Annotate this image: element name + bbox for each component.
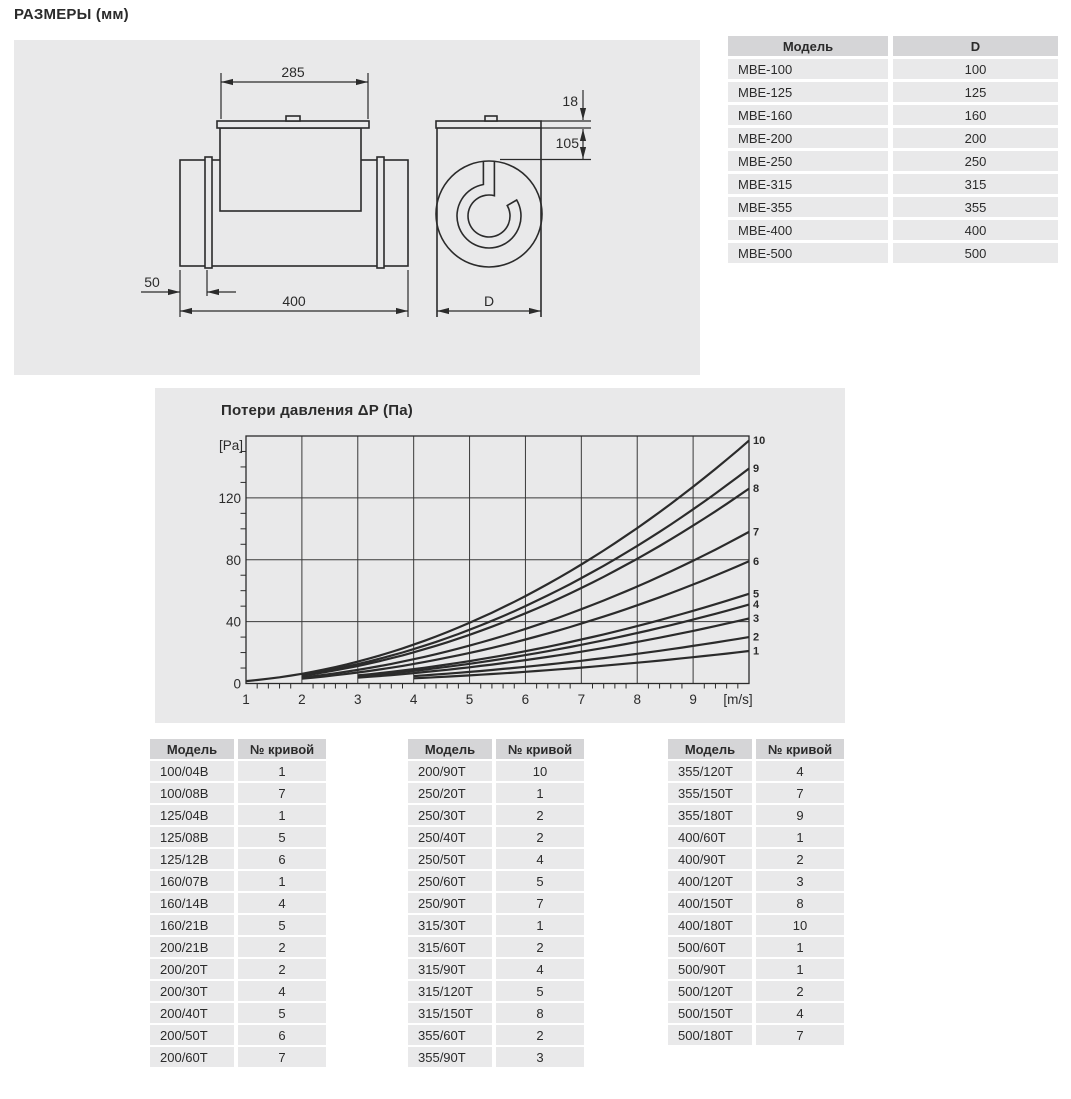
model-cell: 500/150Т — [668, 1003, 752, 1023]
table-row — [408, 849, 584, 869]
value-cell: 2 — [238, 959, 326, 979]
table-row — [408, 981, 584, 1001]
table-row — [408, 805, 584, 825]
front-view — [436, 116, 542, 317]
table-row — [728, 243, 1058, 263]
value-cell: 1 — [238, 805, 326, 825]
column-header: Модель — [150, 739, 234, 759]
value-cell: 4 — [238, 893, 326, 913]
model-cell: 160/21В — [150, 915, 234, 935]
column-header: Модель — [408, 739, 492, 759]
pressure-loss-chart — [155, 388, 845, 723]
model-cell: МВЕ-355 — [728, 197, 888, 217]
x-tick-label: 9 — [689, 692, 697, 707]
table-row — [668, 937, 844, 957]
model-cell: 250/50Т — [408, 849, 492, 869]
model-cell: 315/90Т — [408, 959, 492, 979]
value-cell: 3 — [496, 1047, 584, 1067]
table-row — [668, 849, 844, 869]
dimensions-drawing-panel — [14, 40, 700, 375]
value-cell: 7 — [238, 1047, 326, 1067]
model-cell: МВЕ-250 — [728, 151, 888, 171]
model-cell: 200/60Т — [150, 1047, 234, 1067]
x-tick-label: 2 — [298, 692, 306, 707]
pressure-chart-panel — [155, 388, 845, 723]
table-row — [150, 849, 326, 869]
table-header-row — [150, 739, 326, 759]
model-cell: 250/40Т — [408, 827, 492, 847]
column-header: D — [893, 36, 1058, 56]
curve-table-1 — [146, 737, 330, 1069]
model-cell: 250/90Т — [408, 893, 492, 913]
value-cell: 355 — [893, 197, 1058, 217]
x-tick-label: 1 — [242, 692, 250, 707]
table-row — [668, 959, 844, 979]
value-cell: 5 — [496, 871, 584, 891]
side-view — [180, 116, 408, 268]
value-cell: 7 — [756, 1025, 844, 1045]
model-cell: 400/60Т — [668, 827, 752, 847]
model-cell: 125/12В — [150, 849, 234, 869]
x-axis-unit: [m/s] — [723, 692, 753, 707]
table-row — [668, 893, 844, 913]
value-cell: 160 — [893, 105, 1058, 125]
duct-opening — [436, 161, 542, 267]
curve-label-6: 6 — [753, 555, 760, 568]
curve-10 — [246, 441, 749, 681]
value-cell: 1 — [238, 761, 326, 781]
table-row — [150, 827, 326, 847]
value-cell: 2 — [496, 805, 584, 825]
table-row — [668, 871, 844, 891]
value-cell: 5 — [238, 1003, 326, 1023]
front-lid — [436, 121, 541, 128]
y-tick-label: 120 — [218, 490, 241, 506]
model-cell: 160/07В — [150, 871, 234, 891]
dim-label-18: 18 — [562, 93, 578, 109]
x-tick-label: 8 — [633, 692, 641, 707]
x-tick-label: 4 — [409, 692, 418, 707]
model-diameter-table — [723, 33, 1063, 266]
table-row — [408, 959, 584, 979]
table-header-row — [408, 739, 584, 759]
value-cell: 4 — [496, 849, 584, 869]
dim-label-400: 400 — [282, 293, 306, 309]
page-title: РАЗМЕРЫ (мм) — [14, 6, 129, 23]
value-cell: 1 — [756, 827, 844, 847]
model-cell: 355/60Т — [408, 1025, 492, 1045]
curve-table-3 — [664, 737, 848, 1047]
heating-element — [457, 162, 521, 249]
curve-label-4: 4 — [753, 599, 760, 612]
model-cell: МВЕ-160 — [728, 105, 888, 125]
table-row — [668, 915, 844, 935]
model-cell: 100/04В — [150, 761, 234, 781]
column-header: № кривой — [756, 739, 844, 759]
value-cell: 400 — [893, 220, 1058, 240]
right-flange — [377, 157, 384, 268]
x-tick-label: 6 — [521, 692, 530, 707]
table-row — [668, 805, 844, 825]
value-cell: 6 — [238, 1025, 326, 1045]
model-cell: 250/20Т — [408, 783, 492, 803]
table-row — [728, 151, 1058, 171]
model-cell: 100/08В — [150, 783, 234, 803]
table-row — [408, 783, 584, 803]
model-cell: 355/90Т — [408, 1047, 492, 1067]
column-header: Модель — [728, 36, 888, 56]
value-cell: 4 — [756, 1003, 844, 1023]
value-cell: 100 — [893, 59, 1058, 79]
value-cell: 8 — [496, 1003, 584, 1023]
lid-knob — [286, 116, 300, 121]
model-cell: 315/120Т — [408, 981, 492, 1001]
front-lid-knob — [485, 116, 497, 121]
model-cell: 400/180Т — [668, 915, 752, 935]
value-cell: 10 — [756, 915, 844, 935]
table-row — [668, 761, 844, 781]
curve-label-1: 1 — [753, 645, 760, 658]
model-cell: МВЕ-100 — [728, 59, 888, 79]
value-cell: 1 — [238, 871, 326, 891]
table-row — [728, 174, 1058, 194]
value-cell: 7 — [238, 783, 326, 803]
x-tick-label: 5 — [465, 692, 474, 707]
table-row — [728, 105, 1058, 125]
value-cell: 7 — [496, 893, 584, 913]
dim-label-D: D — [483, 293, 495, 309]
table-row — [408, 871, 584, 891]
value-cell: 7 — [756, 783, 844, 803]
value-cell: 5 — [496, 981, 584, 1001]
curve-label-8: 8 — [753, 483, 760, 496]
y-axis-unit: [Pa] — [218, 438, 243, 453]
model-cell: 200/30Т — [150, 981, 234, 1001]
table-header-row — [668, 739, 844, 759]
table-row — [150, 1047, 326, 1067]
value-cell: 1 — [496, 915, 584, 935]
value-cell: 250 — [893, 151, 1058, 171]
model-cell: МВЕ-200 — [728, 128, 888, 148]
model-cell: 500/60Т — [668, 937, 752, 957]
table-row — [150, 1025, 326, 1045]
curve-label-10: 10 — [753, 435, 766, 448]
table-row — [408, 827, 584, 847]
table-row — [668, 1003, 844, 1023]
value-cell: 125 — [893, 82, 1058, 102]
model-cell: МВЕ-400 — [728, 220, 888, 240]
table-row — [408, 761, 584, 781]
table-row — [408, 937, 584, 957]
value-cell: 2 — [496, 1025, 584, 1045]
dimensions-drawing — [14, 40, 700, 375]
model-cell: 355/180Т — [668, 805, 752, 825]
value-cell: 6 — [238, 849, 326, 869]
model-cell: 315/60Т — [408, 937, 492, 957]
value-cell: 9 — [756, 805, 844, 825]
model-cell: МВЕ-500 — [728, 243, 888, 263]
model-cell: 200/90Т — [408, 761, 492, 781]
curve-label-7: 7 — [753, 526, 760, 539]
curve-label-2: 2 — [753, 631, 760, 644]
value-cell: 1 — [496, 783, 584, 803]
table-row — [728, 128, 1058, 148]
curve-table-2 — [404, 737, 588, 1069]
model-cell: 500/90Т — [668, 959, 752, 979]
value-cell: 5 — [238, 827, 326, 847]
value-cell: 2 — [756, 981, 844, 1001]
table-row — [728, 82, 1058, 102]
model-cell: 500/120Т — [668, 981, 752, 1001]
value-cell: 3 — [756, 871, 844, 891]
terminal-box-lid — [217, 121, 369, 128]
value-cell: 4 — [496, 959, 584, 979]
curve-4 — [358, 605, 749, 677]
value-cell: 4 — [756, 761, 844, 781]
value-cell: 2 — [496, 937, 584, 957]
model-cell: 125/04В — [150, 805, 234, 825]
model-cell: 200/20Т — [150, 959, 234, 979]
model-cell: 160/14В — [150, 893, 234, 913]
y-tick-label: 80 — [225, 552, 241, 568]
value-cell: 10 — [496, 761, 584, 781]
dim-label-285: 285 — [281, 64, 305, 80]
y-tick-label: 0 — [233, 676, 241, 692]
table-row — [408, 1003, 584, 1023]
model-cell: 400/120Т — [668, 871, 752, 891]
table-row — [728, 220, 1058, 240]
value-cell: 500 — [893, 243, 1058, 263]
model-cell: МВЕ-315 — [728, 174, 888, 194]
value-cell: 315 — [893, 174, 1058, 194]
value-cell: 4 — [238, 981, 326, 1001]
table-row — [408, 1047, 584, 1067]
value-cell: 1 — [756, 959, 844, 979]
model-cell: 400/90Т — [668, 849, 752, 869]
table-row — [668, 1025, 844, 1045]
x-tick-label: 7 — [577, 692, 586, 707]
table-row — [150, 893, 326, 913]
curve-label-3: 3 — [753, 613, 760, 626]
terminal-box — [220, 128, 361, 211]
table-row — [668, 783, 844, 803]
column-header: № кривой — [238, 739, 326, 759]
dim-label-105: 105 — [555, 135, 579, 151]
table-row — [150, 1003, 326, 1023]
table-row — [150, 937, 326, 957]
value-cell: 2 — [496, 827, 584, 847]
model-cell: 500/180Т — [668, 1025, 752, 1045]
curve-label-9: 9 — [753, 462, 760, 475]
chart-title: Потери давления ΔP (Па) — [221, 402, 413, 419]
value-cell: 8 — [756, 893, 844, 913]
model-cell: 250/30Т — [408, 805, 492, 825]
model-cell: 315/150Т — [408, 1003, 492, 1023]
curve-label-5: 5 — [753, 588, 760, 601]
x-tick-label: 3 — [354, 692, 362, 707]
table-row — [150, 761, 326, 781]
model-cell: 125/08В — [150, 827, 234, 847]
table-row — [728, 59, 1058, 79]
model-cell: МВЕ-125 — [728, 82, 888, 102]
model-cell: 200/21В — [150, 937, 234, 957]
value-cell: 2 — [238, 937, 326, 957]
column-header: Модель — [668, 739, 752, 759]
model-cell: 200/40Т — [150, 1003, 234, 1023]
model-cell: 200/50Т — [150, 1025, 234, 1045]
y-tick-label: 40 — [225, 614, 241, 630]
model-cell: 250/60Т — [408, 871, 492, 891]
model-cell: 400/150Т — [668, 893, 752, 913]
left-flange — [205, 157, 212, 268]
table-row — [150, 871, 326, 891]
table-row — [408, 915, 584, 935]
model-cell: 315/30Т — [408, 915, 492, 935]
value-cell: 2 — [756, 849, 844, 869]
table-row — [408, 1025, 584, 1045]
model-cell: 355/120Т — [668, 761, 752, 781]
value-cell: 5 — [238, 915, 326, 935]
model-cell: 355/150Т — [668, 783, 752, 803]
dim-label-50: 50 — [144, 274, 160, 290]
table-row — [668, 981, 844, 1001]
value-cell: 200 — [893, 128, 1058, 148]
column-header: № кривой — [496, 739, 584, 759]
table-row — [150, 783, 326, 803]
table-row — [150, 959, 326, 979]
table-row — [408, 893, 584, 913]
table-row — [150, 915, 326, 935]
table-header-row — [728, 36, 1058, 56]
table-row — [728, 197, 1058, 217]
table-row — [150, 981, 326, 1001]
value-cell: 1 — [756, 937, 844, 957]
table-row — [150, 805, 326, 825]
table-row — [668, 827, 844, 847]
